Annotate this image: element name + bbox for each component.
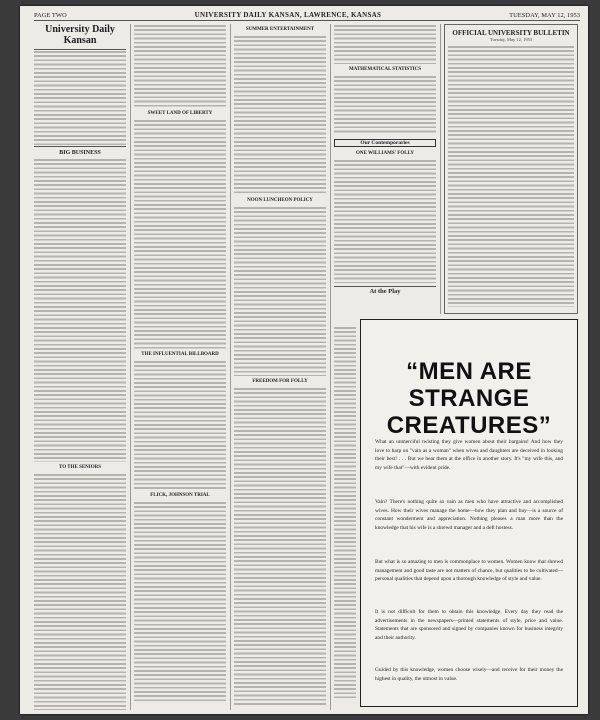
column-rule (130, 24, 131, 710)
article-heading: At the Play (334, 286, 436, 295)
article-heading: SUMMER ENTERTAINMENT (245, 27, 315, 32)
column-editorial (34, 24, 126, 710)
column-rule (230, 24, 231, 710)
article-text (334, 24, 436, 64)
newspaper-page (20, 6, 588, 714)
ad-paragraph: What an unmerciful twisting they give women about their bargains! And how they love to harp on "vain as a woman" when wives and daughters are deceived in looking their best! . . . But we hear them at the office in another story. It's "my wife this, and my wife that"—with evident pride. (375, 439, 563, 471)
article-text (134, 119, 226, 349)
masthead: University Daily Kansan (45, 24, 115, 46)
ad-headline: “MEN ARE STRANGE CREATURES” (386, 358, 552, 439)
running-header (34, 10, 580, 21)
article-text (134, 501, 226, 701)
editorial-heading: TO THE SENIORS (58, 465, 102, 470)
article-text (334, 75, 436, 135)
ad-paragraph: Guided by this knowledge, women choose wisely—and receive for their money the highest in quality, the utmost in value. (375, 667, 563, 682)
article-heading: FLICK, JOHNSON TRIAL (150, 493, 210, 498)
masthead-staff-list (34, 49, 126, 147)
page-title: UNIVERSITY DAILY KANSAN, LAWRENCE, KANSAS (194, 11, 382, 19)
ad-paragraph: It is not difficult for them to obtain this knowledge. Every day they read the advertisements in the newspapers—printed statements of style, price and value. Statements that are sponsored and signed by companies known for business integrity and their authority. (375, 609, 563, 641)
advertisement (360, 319, 578, 707)
article-text (334, 159, 436, 283)
article-heading: SWEET LAND OF LIBERTY (147, 111, 213, 116)
column-rule (440, 24, 441, 314)
article-heading: MATHEMATICAL STATISTICS (348, 67, 421, 72)
issue-date: TUESDAY, MAY 12, 1953 (509, 11, 580, 19)
column-three (234, 24, 326, 710)
article-text (334, 326, 356, 698)
article-text (234, 387, 326, 707)
bulletin-date: Tuesday, May 12, 1953 (489, 37, 533, 42)
bulletin-notices (448, 45, 574, 307)
bulletin-title: OFFICIAL UNIVERSITY BULLETIN (452, 29, 570, 37)
ad-paragraph: Vain? There's nothing quite so vain as men who have attractive and accomplished wives. How their wives manage the home—how they plan and buy—is a source of constant wonderment and appreciation. Nothing pleases a man more than the knowledge that his wife is a shrewd manager and a deft hostess. (375, 499, 563, 531)
column-two (134, 24, 226, 710)
article-heading: FREEDOM FOR FOLLY (252, 379, 308, 384)
contemporaries-heading: Our Contemporaries (334, 139, 436, 147)
article-text (234, 35, 326, 195)
editorial-text (34, 158, 126, 462)
editorial-text (34, 473, 126, 710)
article-heading: NOON LUNCHEON POLICY (247, 198, 313, 203)
article-heading: THE INFLUENTIAL BILLBOARD (141, 352, 219, 357)
article-text (234, 206, 326, 376)
ad-paragraph: But what is so amazing to men is commonplace to women. Women know that shrewd management and good taste are not matters of chance, but qualities to be cultivated—personal qualities that depend upon a thorough knowledge of style and value. (375, 559, 563, 583)
article-text (134, 24, 226, 108)
article-heading: ONE WILLIAMS' FOLLY (355, 151, 415, 157)
university-bulletin (444, 24, 578, 314)
column-rule (330, 24, 331, 710)
article-text (134, 360, 226, 490)
editorial-heading: BIG BUSINESS (59, 150, 101, 156)
page-label: PAGE TWO (34, 11, 67, 19)
